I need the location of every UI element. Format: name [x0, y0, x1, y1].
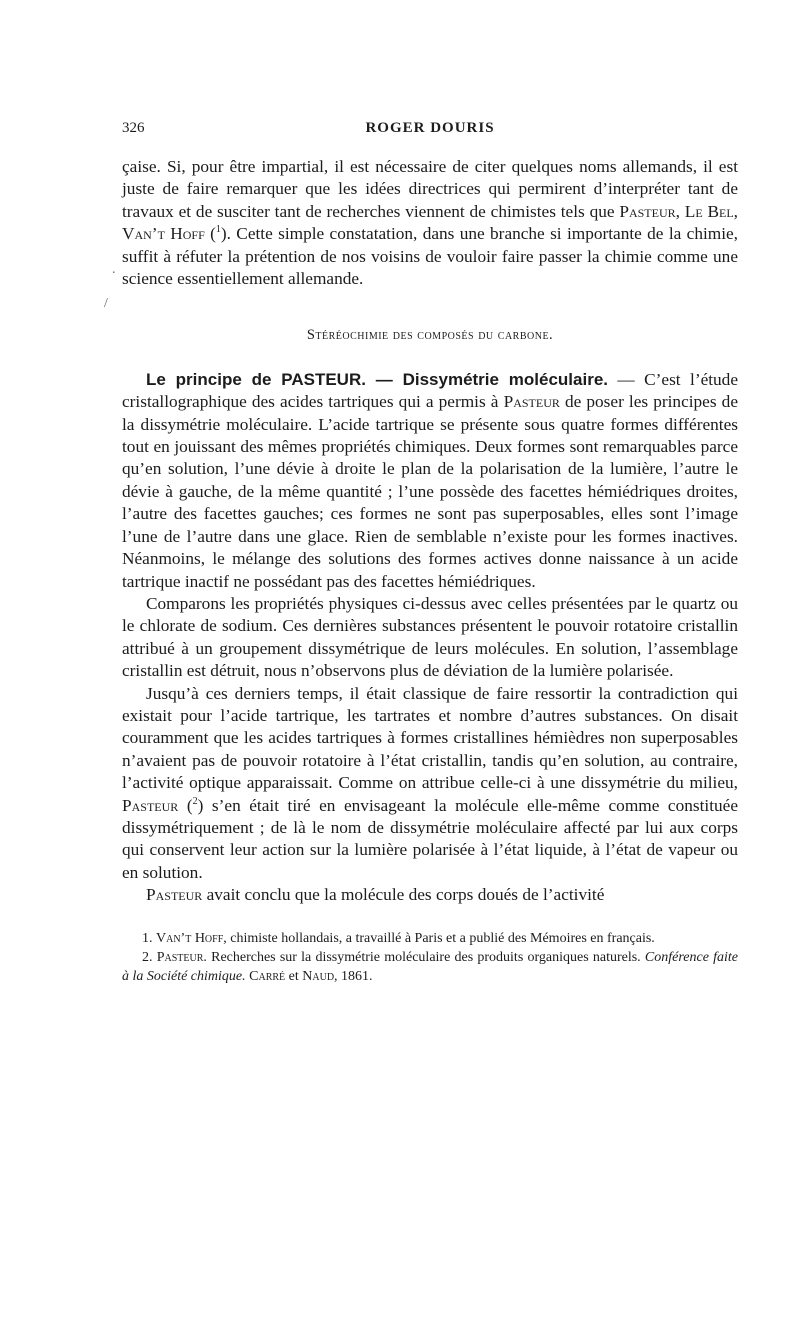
footnote-ref-1: 1: [215, 224, 221, 236]
lead-name: PASTEUR: [281, 369, 362, 389]
book-page: [122, 120, 738, 986]
text-run: , chimiste hollandais, a travaillé à Paris et a publié des Mémoires en français.: [223, 930, 655, 946]
text-run: avait conclu que la molécule des corps doués de l’activité: [202, 885, 605, 905]
text-run: . Recherches sur la dissymétrie moléculaire des produits organiques naturels.: [203, 949, 645, 965]
name-pasteur: Pasteur: [619, 201, 676, 221]
name-vant-hoff: Van’t Hoff: [122, 224, 205, 244]
footnote-2: [122, 948, 738, 986]
paragraph-2: [122, 369, 738, 593]
name-pasteur: Pasteur: [146, 885, 203, 905]
body-text: [122, 156, 738, 907]
footnote-number: 1.: [142, 930, 153, 946]
publisher-naud: Naud: [302, 968, 335, 984]
paragraph-lead: [146, 370, 608, 389]
paragraph-3: Comparons les propriétés physiques ci-dessus avec celles présentées par le quartz ou le chlorate de sodium. Ces dernières substances présentent le pouvoir rotatoire cristallin attribué à un groupement dissymétrique de leurs molécules. En solution, l’assemblage cristallin est détruit, nous n’observons plus de déviation de la lumière polarisée.: [122, 593, 738, 681]
section-title: Stéréochimie des composés du carbone.: [306, 327, 554, 344]
name-pasteur: Pasteur: [122, 795, 179, 815]
lead-text: Le principe de: [146, 369, 282, 389]
margin-mark: .: [112, 262, 116, 277]
paragraph-1: çaise. Si, pour être impartial, il est nécessaire de citer quelques noms allemands, il est juste de faire remarquer que les idées directrices qui permirent d’interpréter tant de travaux et de susciter tant de recherches viennent de chimistes tels que Pasteur, Le Bel, Van’t Hoff ($^1$). Cette simple constatation, dans une branche si importante de la chimie, suffit à réfuter la prétention de nos voisins de vouloir faire passer la chimie comme une science essentiellement allemande.: [122, 157, 738, 289]
text-run: . Cette simple constatation, dans une branche si importante de la chimie, suffit à réfuter la prétention de nos voisins de vouloir faire passer la chimie comme une science essentiellement allemande.: [122, 224, 738, 289]
page-number: 326: [122, 120, 145, 136]
margin-mark: /: [104, 296, 108, 311]
name-le-bel: Le Bel: [684, 201, 734, 221]
text-run: Jusqu’à ces derniers temps, il était classique de faire ressortir la contradiction qui existait pour l’acide tartrique, les tartrates et nombre d’autres substances. On disait couramment que les acides tartriques à formes cristallines hémièdres non superposables n’avaient pas de pouvoir rotatoire à l’état cristallin, tandis qu’en solution, au contraire, l’activité optique apparaissait. Comme on attribue celle-ci à une dissymétrie du milieu,: [122, 683, 738, 793]
text-run: ,: [733, 201, 738, 221]
text-run: çaise. Si, pour être impartial, il est nécessaire de citer quelques noms allemands, il est juste de faire remarquer que les idées directrices qui permirent d’interpréter tant de travaux et de susciter tant de recherches viennent de chimistes tels que: [122, 157, 738, 221]
text-run: de poser les principes de la dissymétrie moléculaire. L’acide tartrique se présente sous quatre formes différentes tout en jouissant des mêmes propriétés chimiques. Deux formes sont remarquables parce qu’en solution, l’une dévie à droite le plan de la polarisation de la lumière, l’autre le dévie à gauche, de la même quantité ; l’une possède des facettes hémiédriques droites, l’autre des facettes gauches; ces formes ne sont pas superposables, elles sont l’image l’une de l’autre dans une glace. Rien de semblable n’existe pour les formes inactives. Néanmoins, le mélange des solutions des formes actives donne naissance à un acide tartrique inactif ne possédant pas des facettes hémiédriques.: [122, 392, 738, 591]
running-title: ROGER DOURIS: [365, 120, 495, 136]
cited-title: Conférence faite à la Société chimique.: [122, 949, 738, 984]
text-run: ,: [675, 201, 685, 221]
running-head: [122, 120, 738, 146]
footnote-ref-2: 2: [192, 795, 198, 807]
paragraph-5: [122, 884, 738, 906]
lead-text: . — Dissymétrie moléculaire.: [361, 369, 609, 389]
paragraph-4: Jusqu’à ces derniers temps, il était classique de faire ressortir la contradiction qui existait pour l’acide tartrique, les tartrates et nombre d’autres substances. On disait couramment que les acides tartriques à formes cristallines hémièdres non superposables n’avaient pas de pouvoir rotatoire à l’état cristallin, tandis qu’en solution, au contraire, l’activité optique apparaissait. Comme on attribue celle-ci à une dissymétrie du milieu, Pasteur ($^2$) s’en était tiré en envisageant la molécule elle-même comme constituée dissymétriquement ; de là le nom de dissymétrie moléculaire affecté par lui aux corps qui conservent leur action sur la lumière polarisée à l’état liquide, à l’état de vapeur ou en solution.: [122, 683, 738, 882]
text-run: , 1861.: [334, 968, 373, 984]
text-run: — C’est l’étude cristallographique des acides tartriques qui a permis à: [122, 369, 738, 412]
text-run: et: [285, 968, 303, 984]
footnote-number: 2.: [142, 949, 153, 965]
footnote-1: [122, 929, 738, 948]
name-pasteur: Pasteur: [156, 949, 204, 965]
name-vant-hoff: Van’t Hoff: [156, 930, 224, 946]
name-pasteur: Pasteur: [503, 392, 560, 412]
footnotes: [122, 929, 738, 986]
text-run: s’en était tiré en envisageant la molécule elle-même comme constituée dissymétriquement ; de là le nom de dissymétrie moléculaire affecté par lui aux corps qui conservent leur action sur la lumière polarisée à l’état liquide, à l’état de vapeur ou en solution.: [122, 795, 738, 882]
publisher-carre: Carré: [249, 968, 286, 984]
